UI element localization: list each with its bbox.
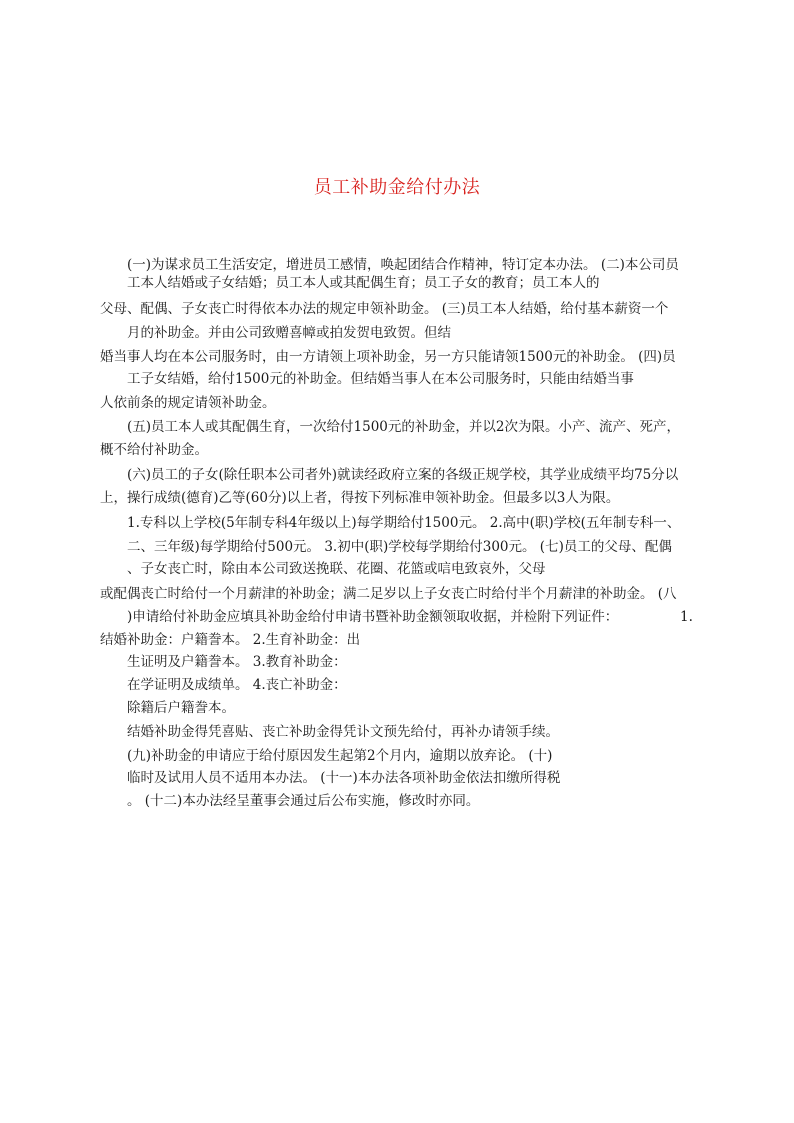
text-line: 在学证明及成绩单。 4.丧亡补助金： [127, 677, 347, 693]
text-line: 人依前条的规定请领补助金。 [100, 395, 276, 411]
text-line: 除籍后户籍誊本。 [127, 700, 235, 716]
text-line: 1.专科以上学校(5年制专科4年级以上)每学期给付1500元。 2.高中(职)学校(五年制专科一、 [127, 515, 681, 531]
text-line: 二、三年级)每学期给付500元。 3.初中(职)学校每学期给付300元。 (七)员工的父母、配偶 [127, 539, 672, 555]
text-line: 结婚补助金：户籍誊本。 2.生育补助金：出 [100, 632, 361, 648]
text-line: 工子女结婚，给付1500元的补助金。但结婚当事人在本公司服务时，只能由结婚当事 [127, 371, 634, 387]
text-line: 工本人结婚或子女结婚；员工本人或其配偶生育；员工子女的教育；员工本人的 [127, 275, 600, 291]
text-line: 生证明及户籍誊本。 3.教育补助金： [127, 654, 347, 670]
text-line: 或配偶丧亡时给付一个月薪津的补助金；满二足岁以上子女丧亡时给付半个月薪津的补助金。 (八 [100, 586, 677, 602]
page-title: 员工补助金给付办法 [313, 177, 481, 198]
text-line: (五)员工本人或其配偶生育，一次给付1500元的补助金，并以2次为限。小产、流产、死产， [127, 419, 680, 435]
text-line: 结婚补助金得凭喜贴、丧亡补助金得凭讣文预先给付，再补办请领手续。 [127, 724, 559, 740]
text-line: 1. [680, 609, 693, 625]
text-line: )申请给付补助金应填具补助金给付申请书暨补助金额领取收据，并检附下列证件： [127, 609, 619, 625]
text-line: 。 (十二)本办法经呈董事会通过后公布实施，修改时亦同。 [127, 793, 480, 809]
text-line: 婚当事人均在本公司服务时，由一方请领上项补助金，另一方只能请领1500元的补助金。 (四)员 [100, 349, 676, 365]
text-line: (一)为谋求员工生活安定，增进员工感情，唤起团结合作精神，特订定本办法。 (二)本公司员 [127, 257, 679, 273]
text-line: 临时及试用人员不适用本办法。 (十一)本办法各项补助金依法扣缴所得税 [127, 770, 561, 786]
text-line: 上，操行成绩(德育)乙等(60分)以上者，得按下列标准申领补助金。但最多以3人为限。 [100, 490, 620, 506]
text-line: (六)员工的子女(除任职本公司者外)就读经政府立案的各级正规学校，其学业成绩平均75分以 [127, 467, 679, 483]
text-line: (九)补助金的申请应于给付原因发生起第2个月内，逾期以放弃论。 (十) [127, 748, 553, 764]
text-line: 概不给付补助金。 [100, 442, 208, 458]
text-line: 、子女丧亡时，除由本公司致送挽联、花圈、花篮或唁电致哀外，父母 [127, 561, 546, 577]
text-line: 月的补助金。并由公司致赠喜幛或拍发贺电致贺。但结 [127, 325, 451, 341]
text-line: 父母、配偶、子女丧亡时得依本办法的规定申领补助金。 (三)员工本人结婚，给付基本薪资一个 [100, 301, 669, 317]
